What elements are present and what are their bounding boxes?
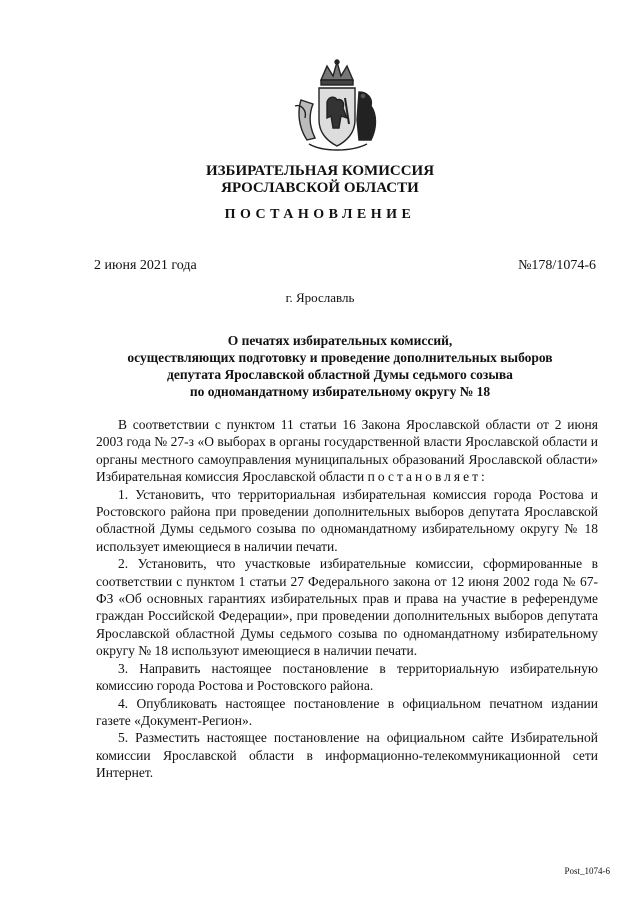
document-type: ПОСТАНОВЛЕНИЕ [224, 207, 416, 222]
preamble-text: В соответствии с пунктом 11 статьи 16 Закона Ярославской области от 2 июня 2003 года № 27-з «О выборах в органы государственной власти Ярославской области и органы местного самоуправления муниципальных образований Ярославской области» Избирательная комиссия Ярославской области [96, 417, 598, 485]
coat-of-arms-icon [287, 58, 387, 158]
title-line2: осуществляющих подготовку и проведение дополнительных выборов [127, 350, 553, 365]
paragraph-4: 4. Опубликовать настоящее постановление в официальном печатном издании газете «Документ-Регион». [96, 695, 598, 728]
title-line1: О печатях избирательных комиссий, [227, 333, 453, 348]
document-date: 2 июня 2021 года [94, 258, 197, 273]
document-number: №178/1074-6 [518, 258, 596, 273]
title-line3: депутата Ярославской областной Думы седьмого созыва [167, 367, 513, 382]
paragraph-5: 5. Разместить настоящее постановление на официальном сайте Избирательной комиссии Ярославской области в информационно-телекоммуникационной сети Интернет. [96, 730, 598, 781]
resolves-word: постановляет: [367, 469, 488, 485]
title-line4: по одномандатному избирательному округу № 18 [189, 384, 491, 399]
paragraph-3: 3. Направить настоящее постановление в территориальную избирательную комиссию города Ростова и Ростовского района. [96, 660, 598, 694]
paragraph-1: 1. Установить, что территориальная избирательная комиссия города Ростова и Ростовского района при проведении дополнительных выборов депутата Ярославской областной Думы седьмого созыва по одномандатному избирательному округу № 18 использует имеющиеся в наличии печати. [96, 486, 598, 554]
org-name-line1: ИЗБИРАТЕЛЬНАЯ КОМИССИЯ [205, 163, 435, 179]
org-name-line2: ЯРОСЛАВСКОЙ ОБЛАСТИ [221, 180, 419, 196]
document-city: г. Ярославль [285, 290, 355, 305]
document-body [96, 416, 598, 782]
paragraph-2: 2. Установить, что участковые избирательные комиссии, сформированные в соответствии с пунктом 1 статьи 27 Федерального закона от 12 июня 2002 года № 67-ФЗ «Об основных гарантиях избирательных прав и права на участие в референдуме граждан Российской Федерации», при проведении дополнительных выборов депутата Ярославской областной Думы седьмого созыва по одномандатному избирательному округу № 18 используют имеющиеся в наличии печати. [96, 556, 598, 659]
preamble-paragraph [96, 416, 598, 486]
footer-code: Post_1074-6 [564, 866, 610, 876]
